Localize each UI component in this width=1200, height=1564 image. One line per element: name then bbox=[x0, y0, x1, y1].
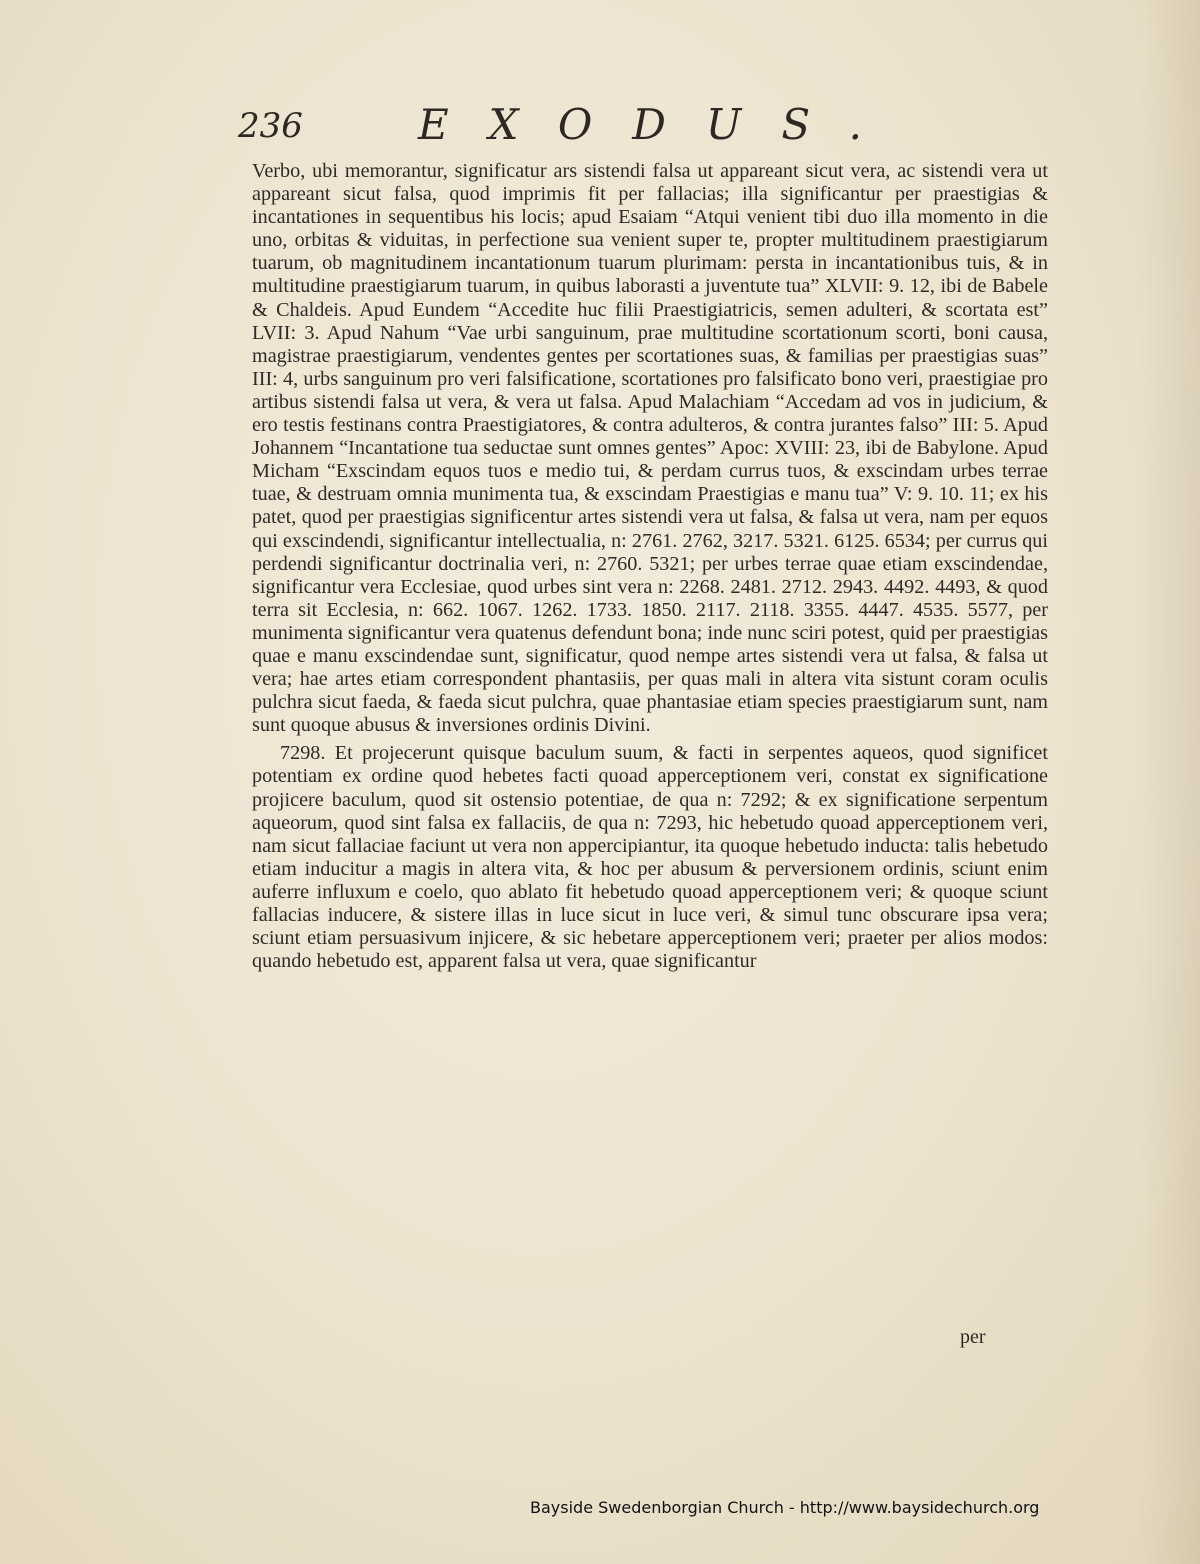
catchword: per bbox=[960, 1326, 986, 1348]
body-text bbox=[252, 160, 1048, 973]
page-number: 236 bbox=[238, 106, 303, 146]
running-title: EXODUS. bbox=[418, 100, 902, 149]
paragraph-2: 7298. Et projecerunt quisque baculum suum, & facti in serpentes aqueos, quod significet potentiam ex ordine quod hebetes facti quoad apperceptionem veri, constat ex significatione projicere baculum, quod sit ostensio potentiae, de qua n: 7292; & ex significatione serpentum aqueorum, quod sint falsa ex fallaciis, de qua n: 7293, hic hebetudo quoad apperceptionem veri, nam sicut fallaciae faciunt ut vera non appercipiantur, ita quoque hebetudo inducta: talis hebetudo etiam inducitur a magis in altera vita, & hoc per abusum & perversionem ordinis, sciunt enim auferre influxum e coelo, quo ablato fit hebetudo quoad apperceptionem veri; & quoque sciunt fallacias inducere, & sistere illas in luce sicut in luce veri, & simul tunc obscurare ipsa vera; sciunt etiam persuasivum injicere, & sic hebetare apperceptionem veri; praeter per alios modos: quando hebetudo est, apparent falsa ut vera, quae significantur bbox=[252, 742, 1048, 973]
footer-credit: Bayside Swedenborgian Church - http://www.baysidechurch.org bbox=[530, 1498, 1040, 1517]
paragraph-1: Verbo, ubi memorantur, significatur ars sistendi falsa ut appareant sicut vera, ac sistendi vera ut appareant sicut falsa, quod imprimis fit per fallacias; illa significantur per praestigias & incantationes in sequentibus his locis; apud Esaiam “Atqui venient tibi duo illa momento in die uno, orbitas & viduitas, in perfectione sua venient super te, propter multitudinem praestigiarum tuarum, ob magnitudinem incantationum tuarum plurimam: persta in incantationibus tuis, & in multitudine praestigiarum tuarum, in quibus laborasti a juventute tua” XLVII: 9. 12, ibi de Babele & Chaldeis. Apud Eundem “Accedite huc filii Praestigiatricis, semen adulteri, & scortata est” LVII: 3. Apud Nahum “Vae urbi sanguinum, prae multitudine scortationum scorti, boni causa, magistrae praestigiarum, vendentes gentes per scortationes suas, & familias per praestigias suas” III: 4, urbs sanguinum pro veri falsificatione, scortationes pro falsificato bono veri, praestigiae pro artibus sistendi falsa ut vera, & vera ut falsa. Apud Malachiam “Accedam ad vos in judicium, & ero testis festinans contra Praestigiatores, & contra adulteros, & contra jurantes falso” III: 5. Apud Johannem “Incantatione tua seductae sunt omnes gentes” Apoc: XVIII: 23, ibi de Babylone. Apud Micham “Exscindam equos tuos e medio tui, & perdam currus tuos, & exscindam urbes terrae tuae, & destruam omnia munimenta tua, & exscindam Praestigias e manu tua” V: 9. 10. 11; ex his patet, quod per praestigias significentur artes sistendi vera ut falsa, & falsa ut vera, nam per equos qui exscindendi, significantur intellectualia, n: 2761. 2762, 3217. 5321. 6125. 6534; per currus qui perdendi significantur doctrinalia veri, n: 2760. 5321; per urbes terrae quae etiam exscindendae, significantur vera Ecclesiae, quod urbes sint vera n: 2268. 2481. 2712. 2943. 4492. 4493, & quod terra sit Ecclesia, n: 662. 1067. 1262. 1733. 1850. 2117. 2118. 3355. 4447. 4535. 5577, per munimenta significantur vera quatenus defendunt bona; inde nunc sciri potest, quid per praestigias quae e manu exscindendae sunt, significatur, quod nempe artes sistendi vera ut falsa, & falsa ut vera; hae artes etiam correspondent phantasiis, per quas mali in altera vita sistunt coram oculis pulchra sicut faeda, & faeda sicut pulchra, quae phantasiae etiam species praestigiarum sunt, nam sunt quoque abusus & inversiones ordinis Divini. bbox=[252, 160, 1048, 737]
page-edge-shadow bbox=[1140, 0, 1200, 1564]
page-header bbox=[238, 100, 1058, 156]
